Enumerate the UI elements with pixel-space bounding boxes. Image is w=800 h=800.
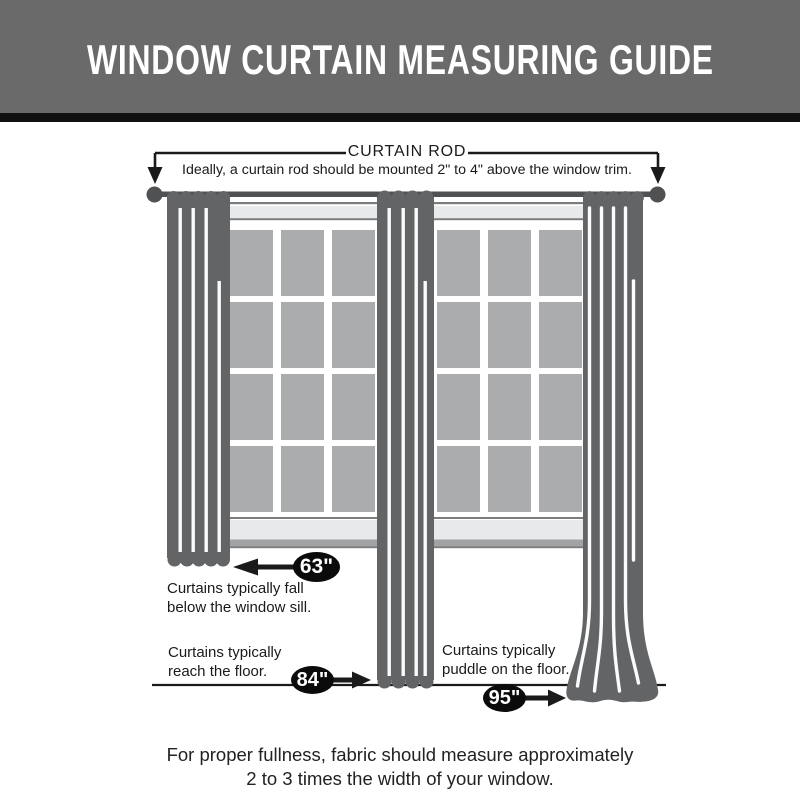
page-title: WINDOW CURTAIN MEASURING GUIDE xyxy=(86,35,714,83)
fullness-note-line1: For proper fullness, fabric should measure approximately xyxy=(166,744,634,765)
rod-finial-right xyxy=(650,187,666,203)
measuring-diagram xyxy=(0,122,800,800)
arrow-down-icon xyxy=(651,167,666,184)
caption-floor-line1: Curtains typically xyxy=(168,644,282,661)
rod-callout-bracket xyxy=(148,153,666,184)
caption-puddle-line1: Curtains typically xyxy=(442,642,556,659)
arrow-down-icon xyxy=(148,167,163,184)
caption-puddle-line2: puddle on the floor. xyxy=(442,660,570,678)
caption-sill-line1: Curtains typically fall xyxy=(167,580,304,597)
arrow-left-icon xyxy=(233,559,258,576)
header-divider-bar xyxy=(0,113,800,122)
arrow-95-inch xyxy=(523,690,566,707)
arrow-63-inch xyxy=(233,559,297,576)
diagram-canvas xyxy=(0,122,800,800)
curtain-left-sill-length xyxy=(167,191,230,567)
fullness-note-line2: 2 to 3 times the width of your window. xyxy=(246,767,554,789)
rod-mounting-note: Ideally, a curtain rod should be mounted 2" to 4" above the window trim. xyxy=(182,162,632,178)
header-banner xyxy=(0,0,800,113)
fullness-note xyxy=(0,743,800,790)
badge-95-inch: 95" xyxy=(483,684,526,712)
curtain-rod-label: CURTAIN ROD xyxy=(347,143,467,160)
rod-finial-left xyxy=(147,187,163,203)
badge-63-inch: 63" xyxy=(293,552,340,582)
caption-sill-line2: below the window sill. xyxy=(167,598,312,616)
curtain-middle-floor-length xyxy=(377,191,434,689)
caption-floor-line2: reach the floor. xyxy=(168,662,268,680)
arrow-right-icon xyxy=(548,690,566,707)
badge-84-inch: 84" xyxy=(291,666,334,694)
